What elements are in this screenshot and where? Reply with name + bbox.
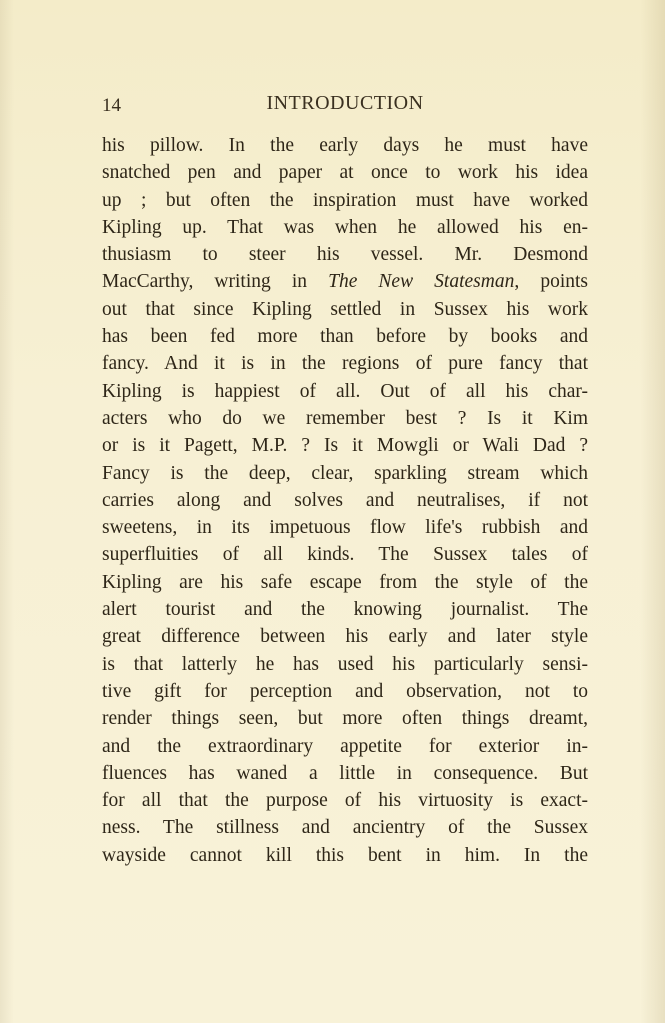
text-line: Kipling is happiest of all. Out of all his char-: [102, 380, 588, 402]
text-line: tive gift for perception and observation, not to: [102, 680, 588, 702]
text-line: Fancy is the deep, clear, sparkling stream which: [102, 462, 588, 484]
text-line: is that latterly he has used his particularly sensi-: [102, 653, 588, 675]
text-line: thusiasm to steer his vessel. Mr. Desmond: [102, 244, 588, 266]
text-line: and the extraordinary appetite for exterior in-: [102, 735, 588, 757]
body-text: [102, 132, 588, 869]
text-line: carries along and solves and neutralises, if not: [102, 489, 588, 511]
text-line: fancy. And it is in the regions of pure fancy that: [102, 353, 588, 375]
text-line: Kipling up. That was when he allowed his en-: [102, 216, 588, 238]
text-line: or is it Pagett, M.P. ? Is it Mowgli or Wali Dad ?: [102, 435, 588, 457]
text-line: out that since Kipling settled in Sussex his work: [102, 298, 588, 320]
text-line: up ; but often the inspiration must have worked: [102, 189, 588, 211]
text-line: for all that the purpose of his virtuosity is exact-: [102, 790, 588, 812]
periodical-title: The New Statesman: [328, 271, 515, 293]
text-line: wayside cannot kill this bent in him. In the: [102, 844, 588, 866]
text-line: snatched pen and paper at once to work his idea: [102, 162, 588, 184]
text-line: render things seen, but more often things dreamt,: [102, 708, 588, 730]
text-line: ness. The stillness and ancientry of the Sussex: [102, 817, 588, 839]
text-line: MacCarthy, writing in The New Statesman, points: [102, 271, 588, 293]
text-line: his pillow. In the early days he must have: [102, 135, 588, 156]
text-line: great difference between his early and later style: [102, 626, 588, 648]
page-number: 14: [102, 95, 121, 116]
text-line: has been fed more than before by books and: [102, 326, 588, 348]
text-line: fluences has waned a little in consequence. But: [102, 762, 588, 784]
text-line: acters who do we remember best ? Is it Kim: [102, 407, 588, 429]
text-line: sweetens, in its impetuous flow life's rubbish and: [102, 517, 588, 539]
text-line: alert tourist and the knowing journalist. The: [102, 599, 588, 621]
text-line: superfluities of all kinds. The Sussex tales of: [102, 544, 588, 566]
page-header: [102, 92, 588, 122]
running-head: INTRODUCTION: [266, 92, 424, 114]
text-line: Kipling are his safe escape from the style of the: [102, 571, 588, 593]
